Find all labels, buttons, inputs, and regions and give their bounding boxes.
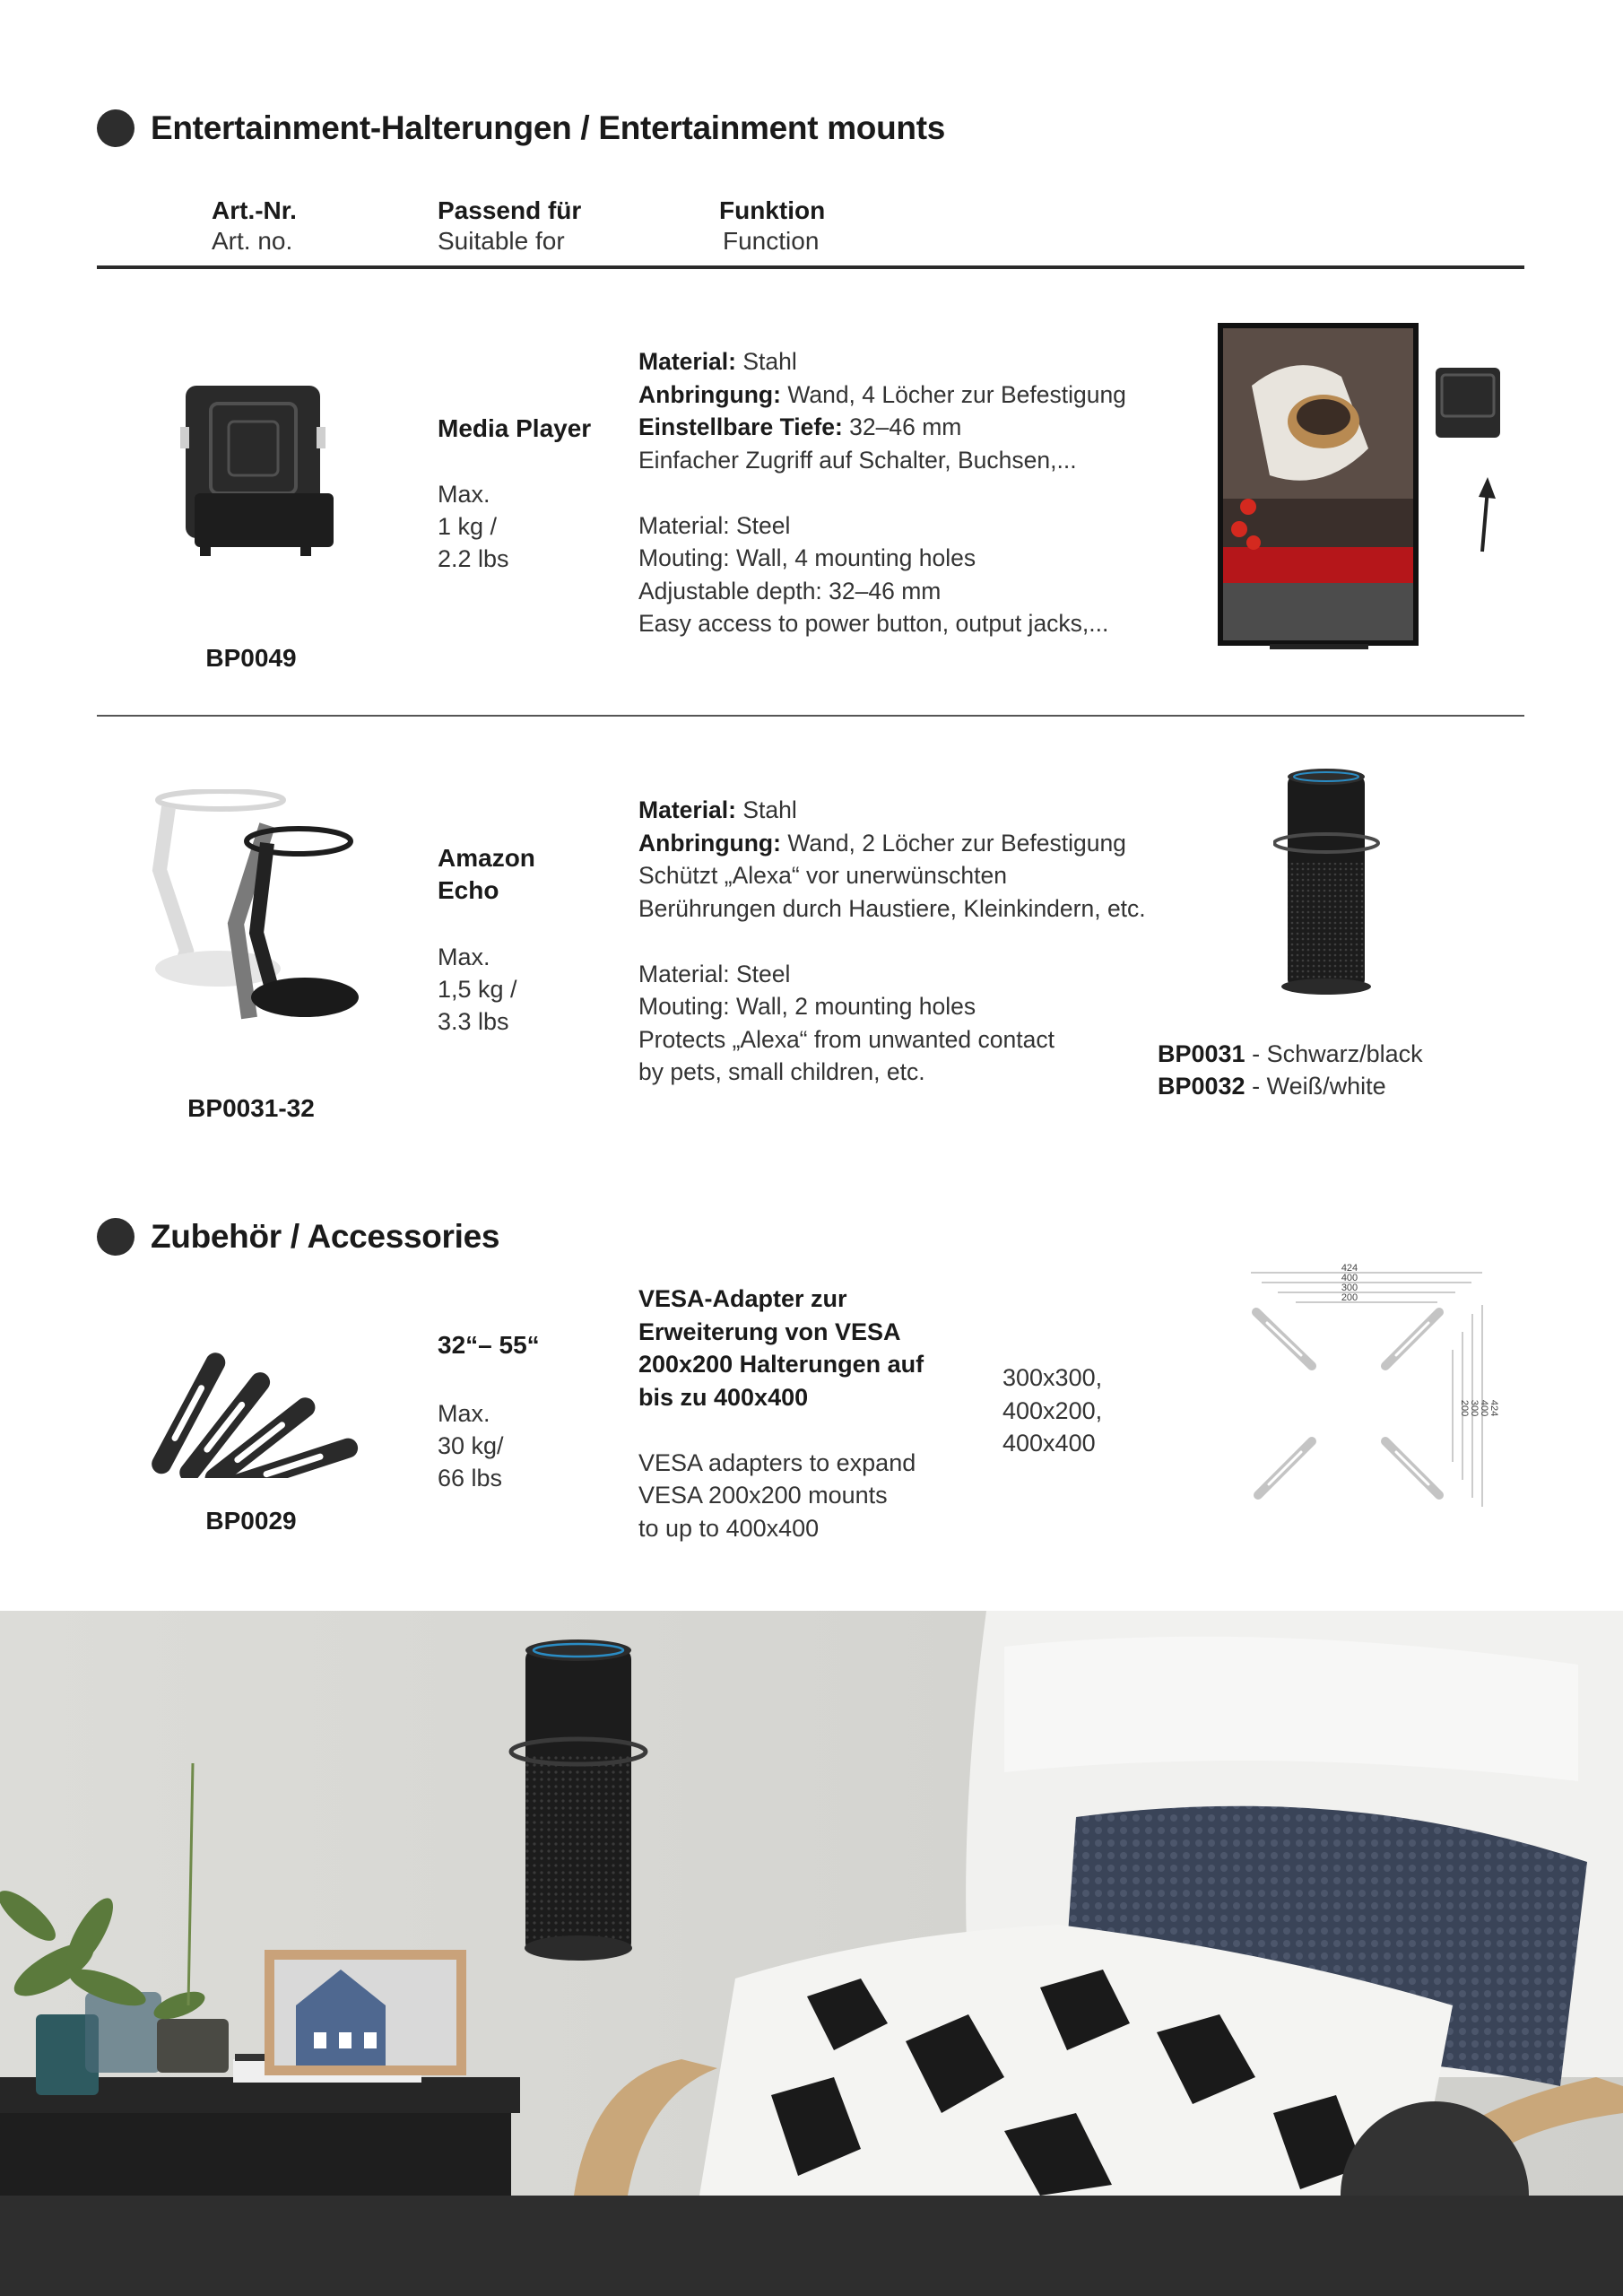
amazon-echo-mount-image (151, 789, 366, 1027)
section-title: Entertainment-Halterungen / Entertainment mounts (151, 109, 946, 146)
max-load (438, 478, 509, 575)
variant-code: BP0032 (1158, 1073, 1245, 1100)
func-line-de (638, 444, 1126, 477)
variant-list (1158, 1038, 1423, 1102)
section-title: Zubehör / Accessories (151, 1218, 500, 1255)
function-description (638, 794, 1146, 1089)
max-line: 2.2 lbs (438, 545, 509, 572)
func-line-en: Material: Steel (638, 511, 791, 539)
max-line: Max. (438, 481, 490, 508)
diagram-label: 400 (1341, 1273, 1358, 1283)
func-line-de (638, 345, 1126, 378)
column-header-de: Funktion (719, 196, 826, 224)
func-line-en: to up to 400x400 (638, 1514, 820, 1542)
article-number: BP0049 (205, 644, 297, 672)
max-line: 3.3 lbs (438, 1008, 509, 1035)
func-line-de: VESA-Adapter zur (638, 1285, 847, 1312)
func-key: Einstellbare Tiefe: (638, 413, 843, 440)
func-key: Anbringung: (638, 829, 781, 857)
row-divider (97, 715, 1524, 717)
column-header-art-no (212, 196, 297, 257)
func-line-en: Mouting: Wall, 4 mounting holes (638, 544, 976, 571)
func-line-de (638, 892, 1146, 926)
article-number: BP0029 (205, 1507, 297, 1535)
func-line-de: bis zu 400x400 (638, 1383, 809, 1411)
max-line: Max. (438, 944, 490, 970)
diagram-label: 424 (1488, 1399, 1499, 1417)
vesa-size: 400x200, (1002, 1396, 1103, 1424)
column-header-en: Function (723, 227, 820, 255)
column-header-function (719, 196, 825, 257)
func-value: Berührungen durch Haustiere, Kleinkindern, etc. (638, 894, 1146, 922)
max-line: 66 lbs (438, 1465, 503, 1492)
variant-label: - Weiß/white (1245, 1073, 1386, 1100)
suitable-line: Amazon (438, 844, 535, 872)
diagram-label: 200 (1341, 1292, 1358, 1303)
variant-item (1158, 1038, 1423, 1070)
max-line: Max. (438, 1400, 490, 1427)
suitable-line: 32“– 55“ (438, 1331, 540, 1359)
section-heading-accessories (97, 1218, 499, 1256)
diagram-label: 424 (1341, 1263, 1358, 1274)
vesa-adapter-arms-image (135, 1326, 359, 1478)
spacer (638, 476, 1126, 509)
func-key: Material: (638, 348, 736, 375)
max-line: 1,5 kg / (438, 976, 517, 1003)
suitable-line: Echo (438, 876, 499, 904)
max-load (438, 941, 517, 1038)
section-heading-entertainment (97, 109, 945, 147)
func-line-de: 200x200 Halterungen auf (638, 1351, 924, 1378)
func-value: Wand, 2 Löcher zur Befestigung (780, 829, 1126, 857)
max-line: 1 kg / (438, 513, 498, 540)
func-line-en: VESA 200x200 mounts (638, 1482, 888, 1509)
func-line-en: Material: Steel (638, 960, 791, 987)
suitable-for (438, 842, 535, 907)
func-line-en: VESA adapters to expand (638, 1448, 916, 1476)
vesa-size-list (1002, 1361, 1102, 1460)
vesa-dimension-diagram (1242, 1260, 1502, 1511)
func-value: Stahl (735, 796, 797, 823)
func-key: Anbringung: (638, 380, 781, 408)
suitable-line: Media Player (438, 414, 592, 442)
func-line-de (638, 378, 1126, 412)
vesa-size: 300x300, (1002, 1364, 1103, 1391)
func-key: Material: (638, 796, 736, 823)
func-line-en: Easy access to power button, output jacks,... (638, 610, 1109, 637)
column-header-en: Art. no. (212, 227, 293, 255)
func-line-en: Protects „Alexa“ from unwanted contact (638, 1025, 1055, 1053)
max-line: 30 kg/ (438, 1432, 504, 1459)
func-line-de: Erweiterung von VESA (638, 1318, 901, 1345)
lifestyle-photo (0, 1611, 1623, 2196)
diagram-label: 400 (1479, 1399, 1489, 1417)
func-line-de (638, 794, 1146, 827)
func-value: Stahl (735, 348, 797, 375)
column-header-de: Passend für (438, 196, 582, 224)
vesa-size: 400x400 (1002, 1430, 1096, 1457)
diagram-label: 300 (1469, 1399, 1480, 1417)
column-header-en: Suitable for (438, 227, 565, 255)
suitable-for (438, 413, 591, 445)
diagram-label: 300 (1341, 1283, 1358, 1293)
column-header-suitable (438, 196, 581, 257)
column-header-de: Art.-Nr. (212, 196, 297, 224)
diagram-label: 200 (1459, 1399, 1470, 1417)
variant-item (1158, 1070, 1423, 1102)
spacer (638, 925, 1146, 958)
living-room-scene-image (0, 1611, 1623, 2196)
func-value: Schützt „Alexa“ vor unerwünschten (638, 862, 1007, 889)
function-description (638, 345, 1126, 640)
func-line-de (638, 859, 1146, 892)
func-line-en: Adjustable depth: 32–46 mm (638, 577, 942, 604)
amazon-echo-speaker-image (1273, 764, 1381, 999)
bullet-dot-icon (97, 109, 135, 147)
variant-label: - Schwarz/black (1245, 1040, 1423, 1067)
func-line-de (638, 411, 1126, 444)
spacer (638, 1413, 924, 1447)
func-line-en: by pets, small children, etc. (638, 1058, 925, 1085)
func-value: Einfacher Zugriff auf Schalter, Buchsen,... (638, 446, 1077, 474)
media-player-mount-image (175, 377, 341, 561)
suitable-for (438, 1329, 540, 1361)
variant-code: BP0031 (1158, 1040, 1245, 1067)
func-line-de (638, 827, 1146, 860)
func-line-en: Mouting: Wall, 2 mounting holes (638, 993, 976, 1020)
tv-with-media-player-photo (1216, 287, 1526, 655)
article-number: BP0031-32 (187, 1094, 315, 1122)
function-description (638, 1283, 924, 1544)
footer-bar (0, 2196, 1623, 2296)
bullet-dot-icon (97, 1218, 135, 1256)
max-load (438, 1397, 504, 1494)
func-value: Wand, 4 Löcher zur Befestigung (780, 380, 1126, 408)
header-rule (97, 265, 1524, 269)
func-value: 32–46 mm (842, 413, 962, 440)
